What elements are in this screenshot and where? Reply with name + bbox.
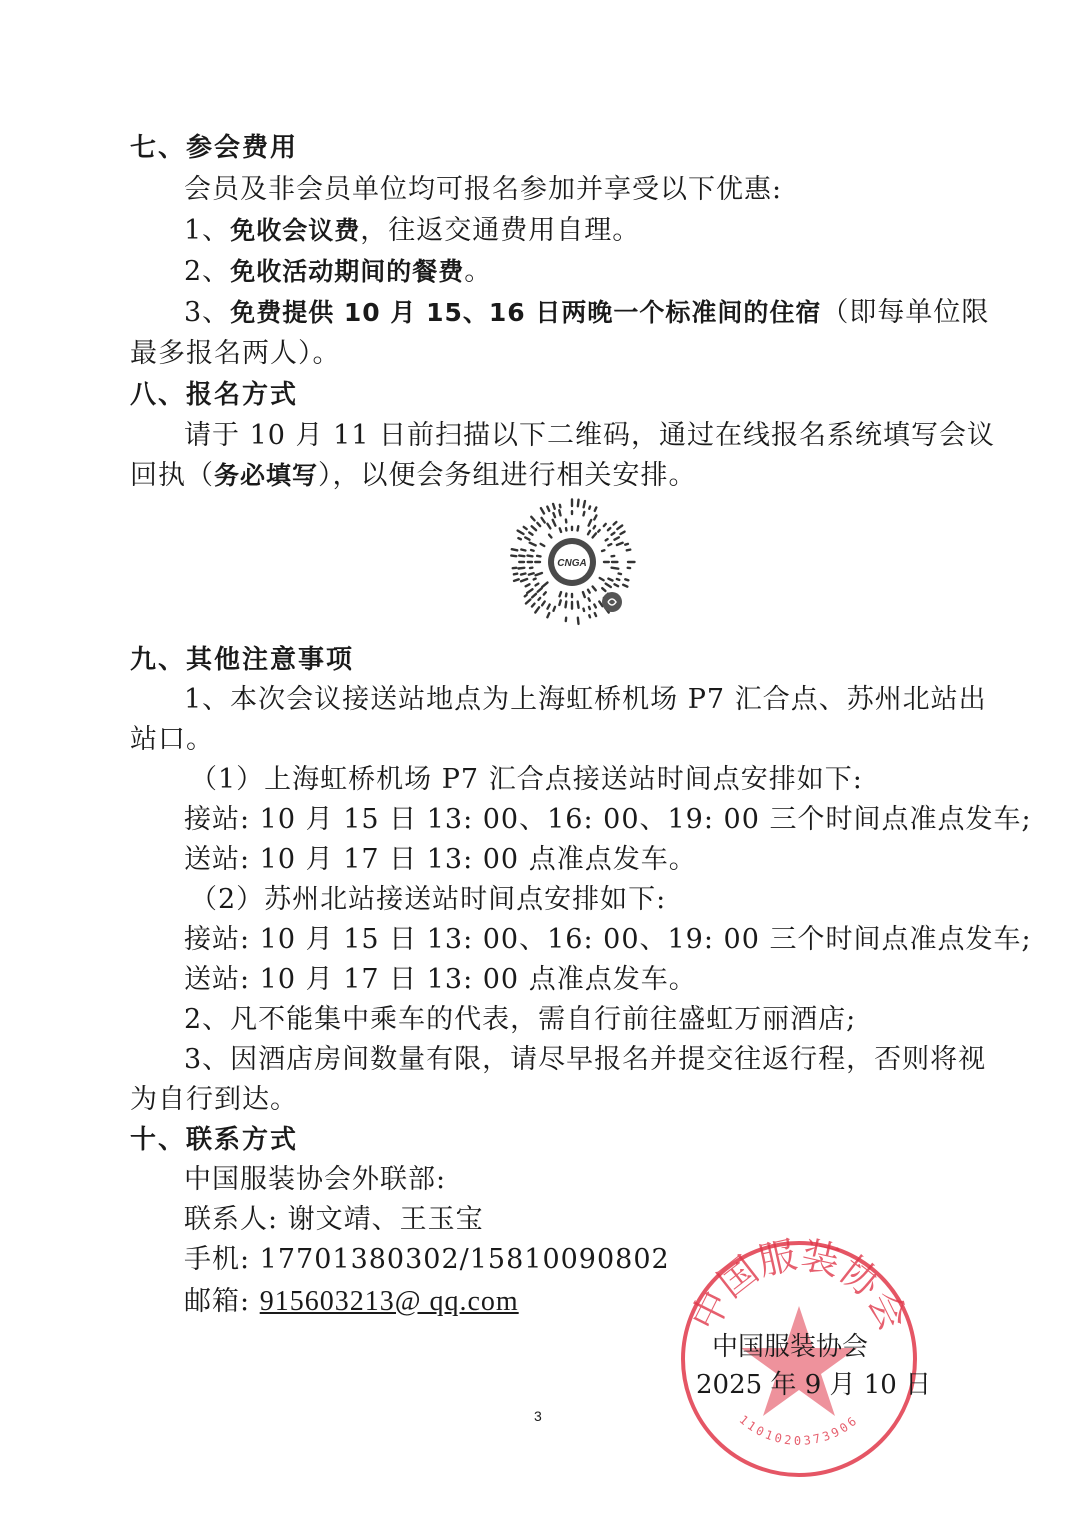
qr-dot (588, 531, 590, 534)
registration-qr-code[interactable] (502, 498, 642, 628)
section10-phone: 手机: 17701380302/15810090802 (184, 1244, 670, 1275)
item-rest: （即每单位限 (821, 297, 990, 328)
qr-dot (547, 507, 549, 511)
qr-dot (526, 599, 530, 603)
qr-dot (527, 589, 532, 593)
qr-dot (532, 604, 535, 607)
qr-dot (602, 550, 604, 551)
qr-dot (578, 602, 579, 608)
section9-sub2-pickup: 接站: 10 月 15 日 13: 00、16: 00、19: 00 三个时间点准点发车; (184, 924, 1032, 955)
qr-dot (534, 579, 536, 580)
text-post: ），以便会务组进行相关安排。 (318, 460, 697, 491)
qr-dot (623, 585, 627, 587)
section8-line1: 请于 10 月 11 日前扫描以下二维码，通过在线报名系统填写会议 (184, 420, 996, 451)
text-pre: 回执（ (130, 460, 214, 491)
qr-dot (526, 584, 530, 586)
qr-dot (549, 535, 551, 538)
signature-date: 2025 年 9 月 10 日 (696, 1370, 932, 1400)
section9-item1-line1: 1、本次会议接送站地点为上海虹桥机场 P7 汇合点、苏州北站出 (184, 684, 987, 715)
qr-dot (583, 592, 585, 597)
qr-dot (553, 520, 556, 526)
section7-item1 (184, 211, 640, 251)
section9-sub1-pickup: 接站: 10 月 15 日 13: 00、16: 00、19: 00 三个时间点准点发车; (184, 804, 1032, 835)
section10-heading: 十、联系方式 (130, 1125, 299, 1155)
qr-dot (542, 583, 547, 587)
qr-dot (528, 556, 533, 557)
qr-dot (511, 556, 516, 557)
section8-line2 (130, 456, 697, 496)
qr-dot (615, 584, 619, 586)
qr-dot (593, 587, 596, 591)
qr-dot (589, 607, 590, 609)
qr-dot (593, 533, 596, 537)
qr-dot (595, 613, 596, 616)
qr-dot (524, 527, 527, 529)
seal-arc-text: 中国服装协会 (682, 1236, 916, 1338)
qr-dot (619, 573, 621, 574)
qr-dot (538, 588, 542, 592)
item-bold: 免费提供 10 月 15、16 日两晚一个标准间的住宿 (230, 298, 822, 327)
qr-dot (514, 579, 519, 581)
qr-dot (518, 568, 524, 569)
qr-dot (617, 579, 619, 580)
qr-dot (525, 537, 529, 539)
qr-dot (584, 501, 585, 507)
qr-dot (537, 556, 540, 557)
page-number: 3 (534, 1408, 542, 1424)
qr-dot (530, 543, 536, 546)
qr-dot (553, 607, 554, 611)
qr-dot (627, 550, 630, 551)
qr-dot (606, 584, 611, 587)
section9-sub2-dropoff: 送站: 10 月 17 日 13: 00 点准点发车。 (184, 964, 697, 995)
qr-dot (594, 526, 595, 528)
qr-dot (548, 605, 550, 609)
qr-dot (600, 578, 604, 580)
qr-dot (541, 544, 545, 546)
qr-dot (602, 588, 605, 591)
qr-dot (617, 543, 623, 545)
qr-dot (518, 538, 520, 539)
qr-dot (560, 505, 561, 507)
qr-dot (531, 550, 534, 551)
qr-dot (578, 500, 579, 507)
qr-dot (583, 512, 584, 515)
qr-dot (598, 530, 599, 532)
qr-dot (608, 544, 611, 545)
section8-heading: 八、报名方式 (130, 380, 299, 410)
qr-dot (606, 539, 608, 540)
section10-dept: 中国服装协会外联部: (184, 1164, 447, 1195)
qr-dot (608, 579, 612, 581)
qr-dot (536, 573, 542, 575)
qr-dot (529, 532, 532, 534)
item-bold: 免收活动期间的餐费 (230, 257, 465, 286)
qr-dot (615, 537, 619, 539)
qr-dot (535, 607, 539, 612)
qr-dot (560, 592, 562, 596)
section9-item1-line2: 站口。 (130, 724, 214, 755)
qr-dot (519, 556, 524, 557)
qr-dot (542, 518, 545, 523)
section9-sub1-title: （1）上海虹桥机场 P7 汇合点接送站时间点安排如下: (190, 764, 863, 795)
qr-dot (547, 524, 550, 529)
item-number: 3、 (184, 297, 231, 328)
qr-dot (578, 526, 579, 530)
qr-dot (521, 573, 525, 574)
item-number: 2、 (184, 256, 231, 287)
qr-dot (525, 595, 527, 596)
qr-dot (560, 528, 561, 532)
section9-item2: 2、凡不能集中乘车的代表，需自行前往盛虹万丽酒店; (184, 1004, 857, 1035)
qr-dot (518, 531, 524, 534)
qr-dot (512, 549, 517, 550)
qr-dot (589, 506, 590, 508)
qr-dot (521, 579, 527, 581)
qr-dot (608, 528, 610, 530)
item-rest: 。 (464, 256, 493, 287)
item-number: 1、 (184, 215, 231, 246)
qr-dot (547, 613, 549, 617)
qr-dot (542, 602, 545, 606)
section9-item3-line1: 3、因酒店房间数量有限，请尽早报名并提交往返行程，否则将视 (184, 1044, 987, 1075)
qr-dot (541, 508, 544, 513)
qr-dot (536, 584, 539, 586)
section7-item3 (184, 293, 989, 333)
qr-dot (537, 523, 540, 526)
item-bold: 免收会议费 (230, 216, 361, 245)
qr-dot (589, 598, 590, 600)
qr-dot (625, 544, 628, 545)
section9-item3-line2: 为自行到达。 (130, 1084, 298, 1115)
qr-dot (529, 573, 534, 574)
qr-dot (583, 609, 584, 611)
qr-dot (599, 602, 602, 607)
section10-email-row (184, 1282, 519, 1322)
qr-dot (620, 532, 624, 534)
qr-dot (538, 598, 540, 600)
email-label: 邮箱: (184, 1286, 260, 1317)
qr-dot (617, 526, 622, 530)
section9-sub1-dropoff: 送站: 10 月 17 日 13: 00 点准点发车。 (184, 844, 697, 875)
qr-dot (521, 550, 525, 551)
qr-dot (514, 574, 517, 575)
signature-org: 中国服装协会 (712, 1332, 869, 1362)
qr-dot (553, 504, 555, 509)
seal-code-text: 1101020373906 (736, 1412, 862, 1448)
qr-dot (612, 568, 619, 569)
qr-dot (565, 602, 566, 608)
qr-dot (559, 600, 560, 605)
qr-dot (614, 522, 617, 524)
section9-sub2-title: （2）苏州北站接送站时间点安排如下: (190, 884, 667, 915)
qr-logo-text: CNGA (557, 558, 587, 569)
qr-dot (604, 524, 606, 526)
qr-dot (531, 517, 534, 521)
section10-contact: 联系人: 谢文靖、王玉宝 (184, 1204, 484, 1235)
qr-dot (532, 594, 536, 598)
section7-item2 (184, 252, 492, 292)
qr-dot (553, 513, 555, 517)
email-link[interactable]: 915603213@ qq.com (259, 1286, 519, 1317)
qr-dot (589, 615, 590, 617)
section7-intro: 会员及非会员单位均可报名参加并享受以下优惠: (184, 174, 783, 205)
item-rest: ，往返交通费用自理。 (360, 215, 641, 246)
qr-dot (594, 515, 596, 519)
qr-dot (589, 520, 592, 526)
section7-heading: 七、参会费用 (130, 133, 299, 163)
qr-dot (578, 618, 579, 624)
section9-heading: 九、其他注意事项 (130, 645, 355, 675)
text-bold: 务必填写 (214, 461, 319, 490)
qr-dot (594, 605, 596, 608)
qr-dot (595, 507, 597, 510)
qr-dot (559, 510, 560, 515)
mini-program-icon (602, 592, 622, 612)
qr-dot (532, 526, 536, 530)
qr-dot (625, 579, 628, 580)
qr-dot (544, 592, 546, 594)
section7-item3-cont: 最多报名两人）。 (130, 338, 341, 369)
qr-dot (588, 590, 590, 593)
qr-dot (612, 533, 615, 535)
